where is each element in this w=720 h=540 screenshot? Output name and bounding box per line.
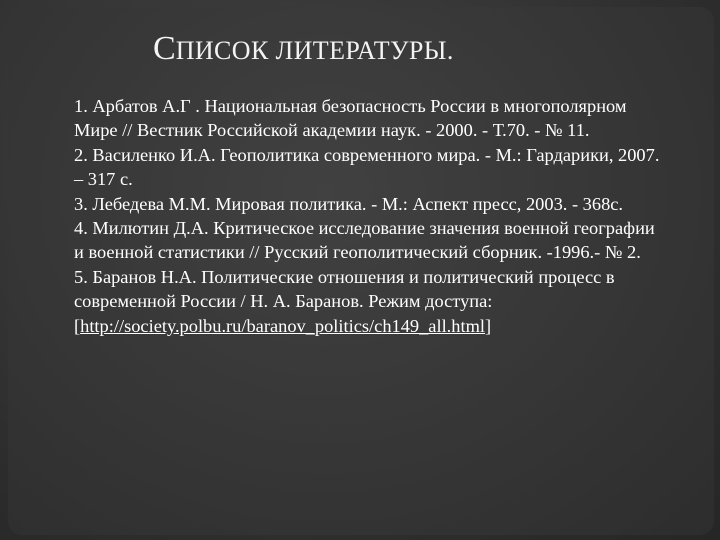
reference-item-4: 4. Милютин Д.А. Критическое исследование значения военной географии и военной статистики // Русский геополитический сборник. -1996.- № 2.: [74, 218, 655, 263]
reference-item-3: 3. Лебедева М.М. Мировая политика. - М.: Аспект пресс, 2003. - 368с.: [74, 193, 624, 214]
title-initial: С: [153, 30, 176, 67]
reference-list: [74, 94, 664, 338]
reference-item-5-text: 5. Баранов Н.А. Политические отношения и политический процесс в современной России / Н. А. Баранов. Режим доступа:: [74, 266, 615, 312]
reference-item-5: [74, 265, 664, 338]
reference-link[interactable]: http://society.polbu.ru/baranov_politics/ch149_all.html: [80, 315, 485, 336]
reference-item-1: 1. Арбатов А.Г . Национальная безопасность России в многополярном Мире // Вестник Российской академии наук. - 2000. - Т.70. - № 11.: [74, 96, 627, 141]
bracket-open: [: [74, 315, 81, 336]
reference-item-2: 2. Василенко И.А. Геополитика современного мира. - М.: Гардарики, 2007. – 317 с.: [74, 144, 660, 190]
bracket-close: ]: [485, 315, 492, 336]
title-rest: ПИСОК ЛИТЕРАТУРЫ.: [175, 36, 454, 65]
slide-title: [153, 20, 633, 76]
